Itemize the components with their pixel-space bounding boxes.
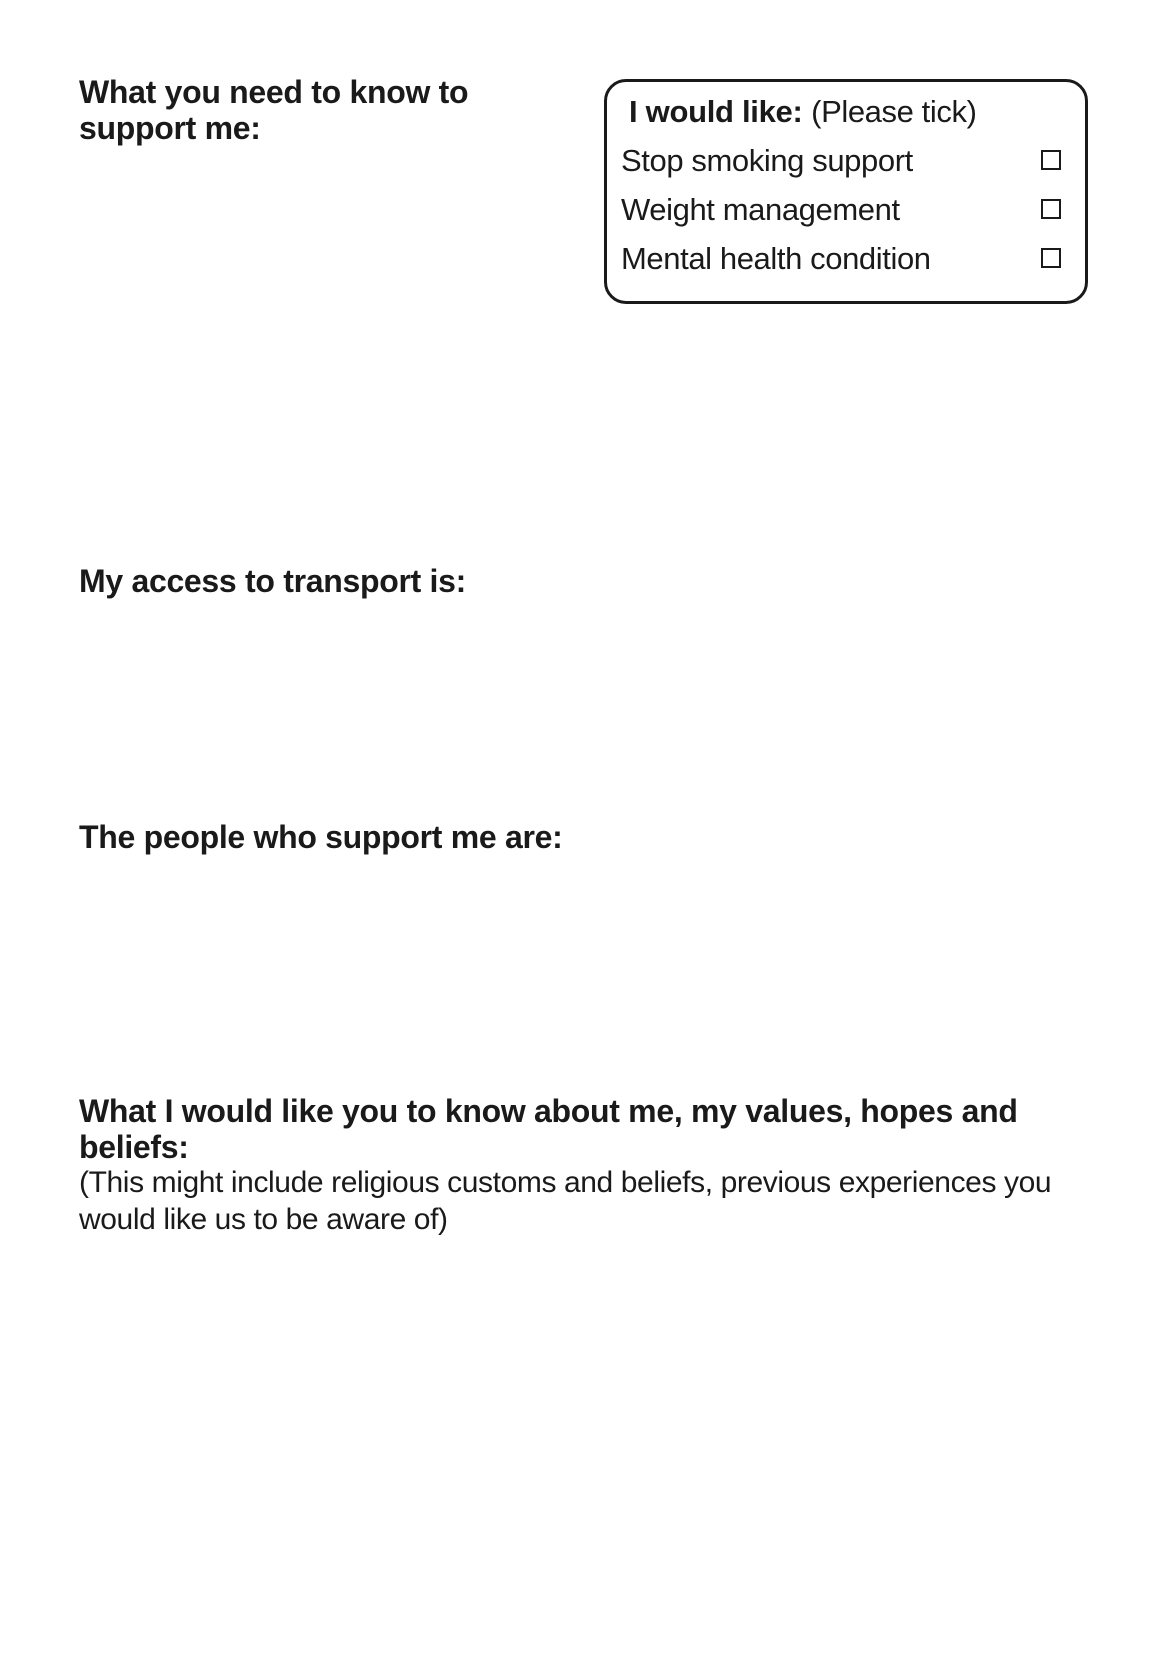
people-heading: The people who support me are:: [79, 819, 563, 855]
weight-management-checkbox[interactable]: [1041, 199, 1061, 219]
option-label: Mental health condition: [621, 241, 931, 276]
tick-box-title: [629, 92, 977, 132]
values-note: (This might include religious customs and beliefs, previous experiences you would like us to be aware of): [79, 1166, 1052, 1236]
option-label: Weight management: [621, 192, 900, 227]
option-mental-health: [621, 239, 1061, 279]
mental-health-checkbox[interactable]: [1041, 248, 1061, 268]
stop-smoking-checkbox[interactable]: [1041, 150, 1061, 170]
support-heading: What you need to know to support me:: [79, 74, 469, 146]
transport-heading: My access to transport is:: [79, 563, 466, 599]
option-weight-management: [621, 190, 1061, 230]
option-stop-smoking: [621, 141, 1061, 181]
tick-box-panel: [604, 79, 1088, 304]
tick-box-title-bold: I would like:: [629, 94, 803, 129]
option-label: Stop smoking support: [621, 143, 913, 178]
tick-box-instruction: (Please tick): [811, 94, 977, 129]
values-heading: What I would like you to know about me, my values, hopes and beliefs:: [79, 1093, 1018, 1165]
